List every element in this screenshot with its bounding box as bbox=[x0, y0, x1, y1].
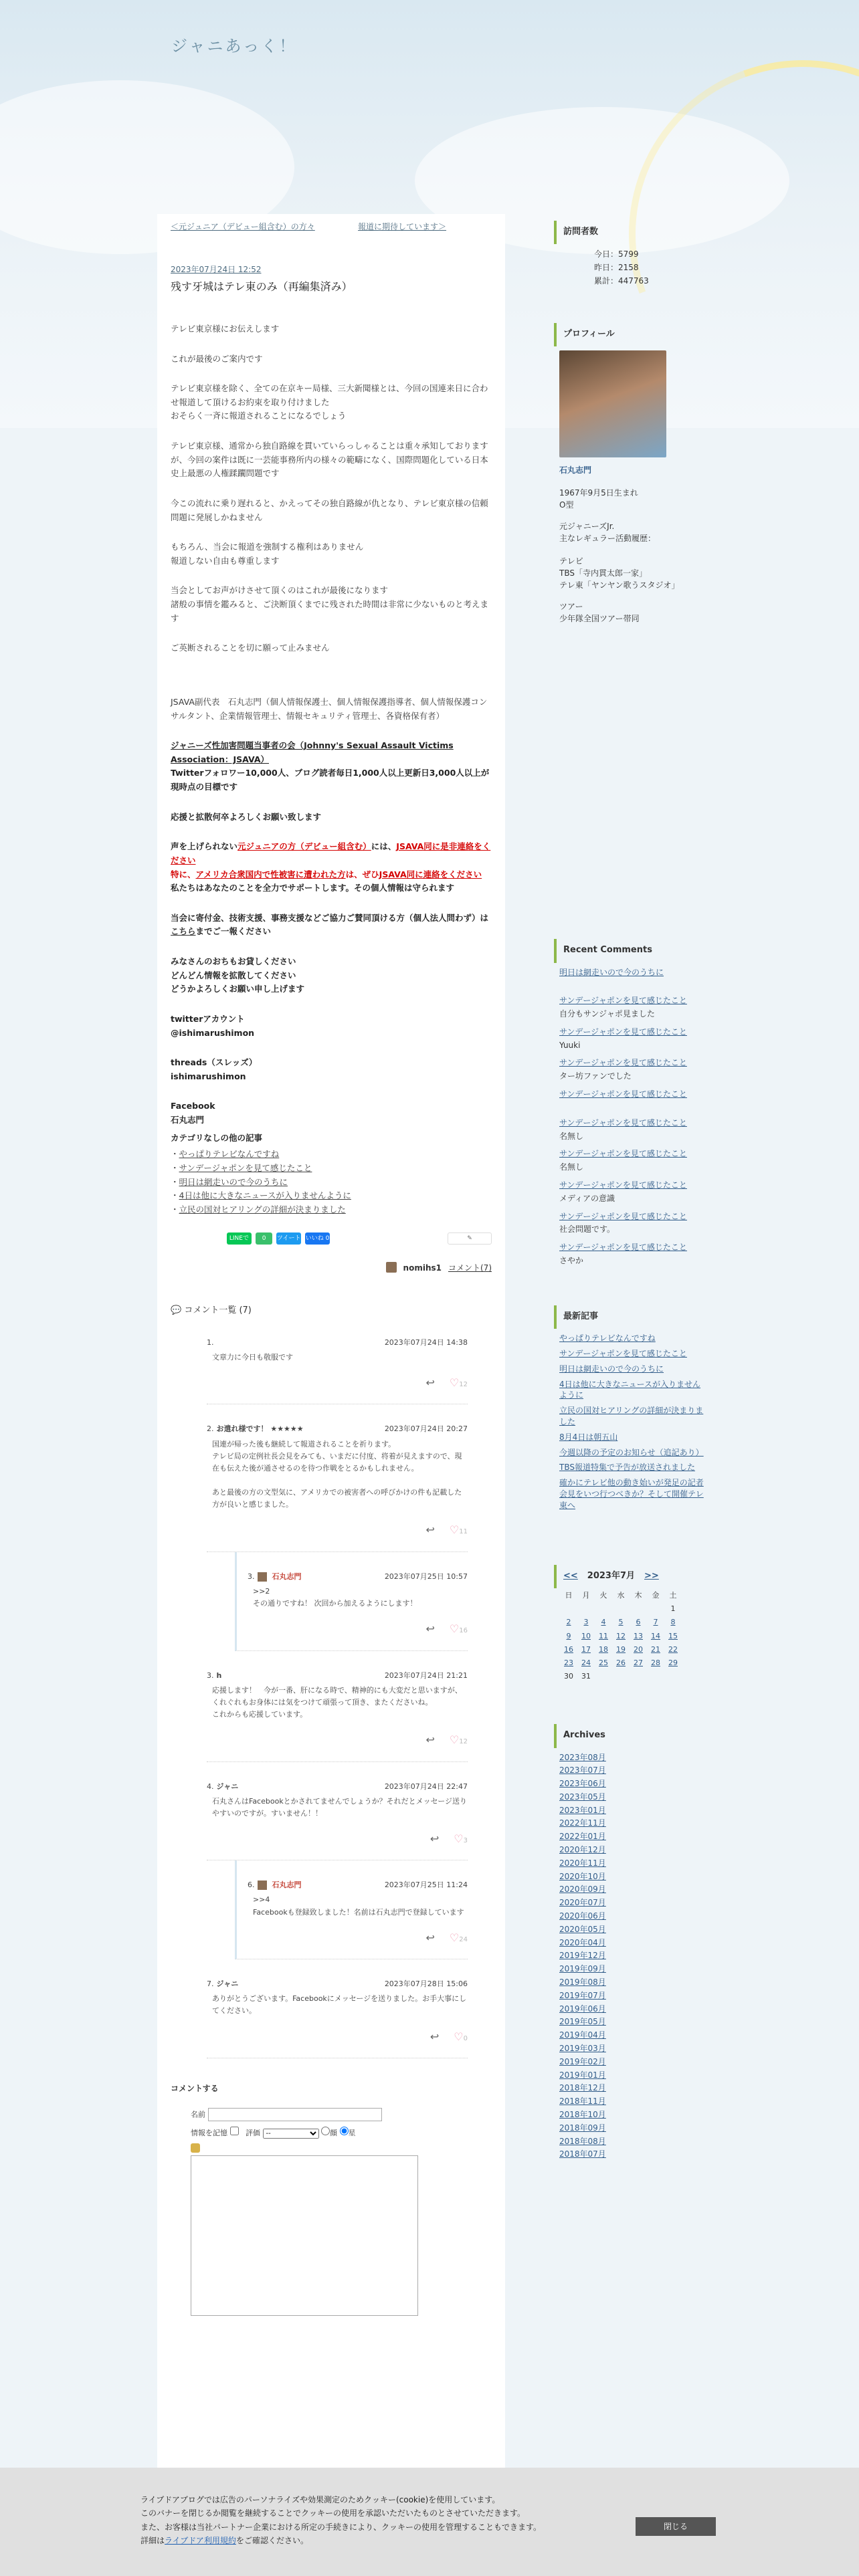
archive-link[interactable]: 2019年06月 bbox=[559, 2004, 606, 2014]
comment-like-button[interactable] bbox=[450, 1731, 468, 1749]
category-link[interactable]: やっぱりテレビなんですね bbox=[179, 1149, 280, 1160]
comment-number: 2. bbox=[207, 1424, 214, 1434]
comment-footer bbox=[248, 1929, 468, 1947]
recent-comment-author: メディアの意識 bbox=[559, 1193, 615, 1203]
comment-number: 3. bbox=[248, 1572, 255, 1581]
calendar-day[interactable]: 7 bbox=[653, 1618, 658, 1627]
calendar-day[interactable]: 24 bbox=[581, 1658, 591, 1667]
calendar-weekday: 土 bbox=[669, 1591, 677, 1600]
category-link[interactable]: 立民の国対ヒアリングの詳細が決まりました bbox=[179, 1204, 346, 1214]
comment-bubble-icon: 💬 bbox=[171, 1305, 182, 1316]
recent-comment-author: 自分もサンジャポ見ました bbox=[559, 1009, 655, 1019]
like-count: 24 bbox=[459, 1935, 468, 1943]
heart-icon: ♡ bbox=[449, 1523, 460, 1537]
comment-list bbox=[171, 1318, 492, 2058]
recent-comment-link[interactable]: サンデージャポンを見て感じたこと bbox=[559, 1058, 687, 1068]
archive-link[interactable]: 2019年07月 bbox=[559, 1990, 606, 2000]
calendar-day[interactable]: 27 bbox=[634, 1658, 643, 1667]
comment-author: h bbox=[216, 1671, 222, 1680]
recent-comments-widget bbox=[554, 939, 704, 1268]
archive-link[interactable]: 2023年05月 bbox=[559, 1792, 606, 1802]
comment-like-button[interactable] bbox=[450, 1929, 468, 1947]
cookie-close-button[interactable]: 閉じる bbox=[636, 2517, 716, 2536]
next-post-link[interactable]: 報道に期待しています＞ bbox=[358, 222, 447, 231]
recent-post-link[interactable]: 確かにテレビ他の動き始いが発足の記者会見をいつ行つべきか？そして開催テレ東へ bbox=[559, 1478, 704, 1510]
emoji-icon[interactable] bbox=[191, 2143, 200, 2153]
recent-post-link[interactable]: TBS報道特集で予告が放送されました bbox=[559, 1463, 695, 1473]
recent-post-link[interactable]: 4日は他に大きなニュースが入りませんように bbox=[559, 1379, 701, 1400]
comment-header bbox=[207, 1781, 468, 1793]
calendar-day: 1 bbox=[670, 1604, 676, 1614]
signature: JSAVA副代表 石丸志門（個人情報保護士、個人情報保護指導者、個人情報保護コンサルタント、企業情報管理士、情報セキュリティ管理士、各資格保有者） bbox=[171, 696, 488, 721]
comment-form-title: コメントする bbox=[171, 2083, 219, 2093]
archive-link[interactable]: 2022年11月 bbox=[559, 1818, 606, 1828]
calendar-day[interactable]: 11 bbox=[599, 1631, 608, 1640]
recent-comments-title: Recent Comments bbox=[554, 939, 704, 962]
comment-item bbox=[207, 1959, 468, 2058]
category-item: ・4日は他に大きなニュースが入りませんように bbox=[171, 1190, 351, 1201]
calendar-weekday: 水 bbox=[617, 1591, 625, 1600]
comment-text: ありがとうございます。Facebookにメッセージを送りました。お手大事にしてください。 bbox=[212, 1994, 467, 2016]
comment-date: 2023年07月25日 10:57 bbox=[384, 1572, 468, 1581]
category-list bbox=[171, 1148, 492, 1216]
comment-item bbox=[235, 1860, 468, 1959]
calendar-day[interactable]: 9 bbox=[566, 1631, 571, 1640]
comment-date: 2023年07月24日 20:27 bbox=[384, 1424, 468, 1434]
archive-link[interactable]: 2018年10月 bbox=[559, 2110, 606, 2120]
reply-icon[interactable]: ↩ bbox=[425, 1622, 435, 1636]
comment-item bbox=[207, 1404, 468, 1551]
jsava-stats: Twitterフォロワー10,000人、ブログ読者毎日1,000人以上更新日3,000人以上が現時点の目標です bbox=[171, 768, 490, 792]
comment-date: 2023年07月24日 14:38 bbox=[384, 1337, 468, 1347]
archive-link[interactable]: 2020年12月 bbox=[559, 1845, 606, 1855]
recent-comment-link[interactable]: サンデージャポンを見て感じたこと bbox=[559, 1243, 687, 1253]
former-junior-link[interactable]: 元ジュニアの方（デビュー組含む） bbox=[237, 841, 371, 852]
archive-link[interactable]: 2018年08月 bbox=[559, 2136, 606, 2146]
calendar-day[interactable]: 3 bbox=[583, 1618, 589, 1627]
comment-footer bbox=[248, 1620, 468, 1638]
recent-comment-link[interactable]: サンデージャポンを見て感じたこと bbox=[559, 1149, 687, 1159]
archive-link[interactable]: 2019年04月 bbox=[559, 2030, 606, 2040]
reply-icon[interactable]: ↩ bbox=[425, 1523, 435, 1537]
comment-footer bbox=[207, 1830, 468, 1848]
profile-birth: 1967年9月5日生まれ O型 bbox=[559, 488, 638, 510]
comment-author: 石丸志門 bbox=[272, 1572, 302, 1581]
post-paragraph: テレビ東京様を除く、全ての在京キー局様、三大新聞様とは、今回の国連来日に合わせ報道して頂けるお約束を取り付けました おそらく一斉に報道されることになるでしょう bbox=[171, 383, 488, 421]
recent-comment-link[interactable]: サンデージャポンを見て感じたこと bbox=[559, 1027, 687, 1037]
archive-link[interactable]: 2019年09月 bbox=[559, 1964, 606, 1974]
calendar-weekday: 月 bbox=[582, 1591, 590, 1600]
category-item: ・やっぱりテレビなんですね bbox=[171, 1149, 280, 1160]
line-share-button[interactable]: LINEで bbox=[227, 1232, 252, 1245]
recent-comment-author: 名無し bbox=[559, 1162, 584, 1172]
heart-icon: ♡ bbox=[449, 1733, 460, 1747]
calendar-day[interactable]: 28 bbox=[651, 1658, 660, 1667]
cookie-line: ライブドアブログでは広告のパーソナライズや効果測定のためクッキー(cookie)を使用しています。 bbox=[140, 2495, 500, 2504]
comment-like-button[interactable] bbox=[454, 2028, 468, 2046]
archive-link[interactable]: 2019年01月 bbox=[559, 2070, 606, 2080]
calendar-day[interactable]: 13 bbox=[634, 1631, 643, 1640]
cookie-line: また、お客様は当社パートナー企業における所定の手続きにより、クッキーの使用を管理することもできます。 bbox=[140, 2522, 542, 2532]
calendar-weekday: 金 bbox=[652, 1591, 660, 1600]
archives-widget bbox=[554, 1724, 704, 2160]
calendar-day[interactable]: 17 bbox=[581, 1644, 591, 1654]
post-paragraph: 当会としてお声がけさせて頂くのはこれが最後になります 諸般の事情を鑑みると、ご決断頂くまでに残された時間は非常に少ないものと考えます bbox=[171, 585, 489, 623]
comment-count-link[interactable]: コメント(7) bbox=[448, 1263, 492, 1273]
donation-text: 当会に寄付金、技術支援、事務支援などご協力ご賛同頂ける方（個人法人問わず）はこちらまでご一報ください bbox=[171, 912, 489, 937]
calendar-day[interactable]: 20 bbox=[634, 1644, 643, 1654]
comment-header bbox=[248, 1571, 468, 1583]
comment-author: お遣れ様です！ ★★★★★ bbox=[216, 1424, 304, 1434]
comment-footer bbox=[207, 2028, 468, 2046]
like-count: 3 bbox=[463, 1836, 468, 1844]
reply-icon[interactable]: ↩ bbox=[430, 1832, 440, 1845]
comment-number: 4. bbox=[207, 1782, 214, 1791]
comment-author: ジャニ bbox=[216, 1782, 239, 1791]
calendar-day: 30 bbox=[564, 1671, 573, 1681]
post-body bbox=[171, 322, 492, 1217]
heart-icon: ♡ bbox=[449, 1376, 460, 1389]
archive-link[interactable]: 2022年01月 bbox=[559, 1832, 606, 1842]
calendar-day[interactable]: 19 bbox=[616, 1644, 626, 1654]
visits-today: 今日：5799 bbox=[594, 249, 639, 259]
support-text: 応援と拡散何卒よろしくお願い致します bbox=[171, 811, 322, 822]
recent-comment-link[interactable]: サンデージャポンを見て感じたこと bbox=[559, 1180, 687, 1190]
calendar-day[interactable]: 10 bbox=[581, 1631, 591, 1640]
calendar-day: 31 bbox=[581, 1671, 591, 1681]
calendar-day[interactable]: 2 bbox=[566, 1618, 571, 1627]
calendar-day[interactable]: 12 bbox=[616, 1631, 626, 1640]
archive-link[interactable]: 2023年08月 bbox=[559, 1752, 606, 1762]
comment-date: 2023年07月28日 15:06 bbox=[384, 1979, 468, 1989]
like-count: 11 bbox=[459, 1528, 468, 1536]
sidebar bbox=[554, 214, 704, 2474]
recent-comment-author: ター坊ファンでした bbox=[559, 1071, 632, 1081]
comment-header bbox=[207, 1978, 468, 1990]
calendar-day[interactable]: 18 bbox=[599, 1644, 608, 1654]
comment-number: 7. bbox=[207, 1979, 214, 1989]
profile-name[interactable]: 石丸志門 bbox=[559, 465, 592, 475]
reply-icon[interactable]: ↩ bbox=[430, 2030, 440, 2043]
archive-link[interactable]: 2020年05月 bbox=[559, 1924, 606, 1934]
comment-footer bbox=[207, 1374, 468, 1392]
comment-header bbox=[207, 1423, 468, 1435]
profile-tv: テレビ TBS「寺内貫太郎一家」 テレ東「ヤンヤン歌うスタジオ」 bbox=[559, 556, 680, 591]
archive-link[interactable]: 2018年09月 bbox=[559, 2123, 606, 2133]
reply-icon[interactable]: ↩ bbox=[425, 1376, 435, 1389]
like-button[interactable]: いいね 0 bbox=[305, 1232, 330, 1245]
calendar-weekday: 木 bbox=[634, 1591, 642, 1600]
archive-link[interactable]: 2020年06月 bbox=[559, 1911, 606, 1921]
heart-icon: ♡ bbox=[449, 1622, 460, 1636]
recent-comment-link[interactable]: サンデージャポンを見て感じたこと bbox=[559, 1117, 687, 1128]
calendar-day[interactable]: 29 bbox=[668, 1658, 678, 1667]
heart-icon: ♡ bbox=[454, 1832, 464, 1845]
comment-item bbox=[207, 1762, 468, 1861]
recent-comment-author: 名無し bbox=[559, 1131, 584, 1141]
recent-comment-link[interactable]: サンデージャポンを見て感じたこと bbox=[559, 1211, 687, 1221]
calendar-day[interactable]: 15 bbox=[668, 1631, 678, 1640]
calendar-day[interactable]: 23 bbox=[564, 1658, 573, 1667]
calendar-day[interactable]: 4 bbox=[601, 1618, 606, 1627]
archive-link[interactable]: 2018年11月 bbox=[559, 2097, 606, 2107]
visits-title: 訪問者数 bbox=[554, 221, 704, 244]
recent-comment-author bbox=[559, 1101, 704, 1112]
profile-photo bbox=[559, 350, 666, 457]
profile-widget bbox=[554, 323, 704, 625]
comments-heading: 💬 コメント一覧 (7) bbox=[171, 1305, 252, 1316]
call-to-us-victims: 特に、アメリカ合衆国内で性被害に遭われた方は、ぜひJSAVA同に連絡をください bbox=[171, 869, 482, 879]
like-count: 16 bbox=[459, 1627, 468, 1635]
calendar-weekday: 火 bbox=[599, 1591, 607, 1600]
comment-header bbox=[207, 1337, 468, 1349]
like-count: 0 bbox=[463, 2034, 468, 2042]
archive-link[interactable]: 2023年07月 bbox=[559, 1765, 606, 1776]
calendar-day[interactable]: 5 bbox=[618, 1618, 624, 1627]
share-bar bbox=[227, 1232, 492, 1254]
recent-comment-author: Yuuki bbox=[559, 1040, 581, 1050]
jsava-name: ジャニーズ性加害問題当事者の会（Johnny's Sexual Assault Victims Association：JSAVA） bbox=[171, 740, 454, 764]
comment-footer bbox=[207, 1521, 468, 1539]
recent-comment-link[interactable]: 明日は網走いので今のうちに bbox=[559, 967, 664, 977]
visits-yesterday: 昨日：2158 bbox=[594, 263, 639, 273]
calendar-day[interactable]: 14 bbox=[651, 1631, 660, 1640]
author-avatar bbox=[386, 1262, 397, 1273]
comment-like-button[interactable] bbox=[450, 1620, 468, 1638]
calendar-title: 2023年7月 bbox=[587, 1570, 636, 1581]
archive-link[interactable]: 2020年09月 bbox=[559, 1885, 606, 1895]
post-paragraph: ご英断されることを切に願って止みません bbox=[171, 643, 330, 653]
face-radio[interactable] bbox=[321, 2127, 330, 2135]
archive-link[interactable]: 2020年07月 bbox=[559, 1898, 606, 1908]
comment-number: 3. bbox=[207, 1671, 214, 1680]
archive-link[interactable]: 2019年03月 bbox=[559, 2044, 606, 2054]
comment-text: 国連が帰った後も継続して報道されることを祈ります。 テレビ局の定例社長会見をみても、いまだに付度、将着が見えますので、現在も伝えた後が通させるのを待つ作戦をとるかもしれません。 あと最後の方の文型気に、アメリカでの被害者への呼びかけの件も記載した方が良いと感じました。 bbox=[212, 1439, 462, 1509]
threads-account: threads（スレッズ） ishimarushimon bbox=[171, 1057, 258, 1081]
terms-link[interactable]: ライブドア利用規約 bbox=[165, 2536, 236, 2546]
comment-date: 2023年07月25日 11:24 bbox=[384, 1881, 468, 1890]
comment-author: 石丸志門 bbox=[272, 1881, 302, 1890]
profile-tour: ツアー 少年隊全国ツアー帯同 bbox=[559, 602, 640, 624]
comment-text: 応援します！ 今が一番、肝になる時で、精神的にも大変だと思いますが、くれぐれもお身体には気をつけて頑張って頂き、またくださいね。 これからも応援しています。 bbox=[212, 1685, 462, 1719]
recent-posts-title: 最新記事 bbox=[554, 1305, 704, 1329]
post-paragraph: もちろん、当会に報道を強制する権利はありません 報道しない自由も尊重します bbox=[171, 542, 364, 566]
archive-link[interactable]: 2018年07月 bbox=[559, 2149, 606, 2159]
comment-item bbox=[207, 1318, 468, 1405]
heart-icon: ♡ bbox=[454, 2030, 464, 2043]
calendar-day[interactable]: 16 bbox=[564, 1644, 573, 1654]
calendar-day[interactable]: 26 bbox=[616, 1658, 626, 1667]
star-radio[interactable] bbox=[340, 2127, 349, 2135]
post-date[interactable]: 2023年07月24日 12:52 bbox=[171, 264, 262, 274]
heart-icon: ♡ bbox=[449, 1931, 460, 1944]
like-count: 12 bbox=[459, 1738, 468, 1746]
favorite-count[interactable]: ✎ 1,084 bbox=[448, 1232, 492, 1245]
category-link[interactable]: 4日は他に大きなニュースが入りませんように bbox=[179, 1190, 351, 1201]
archive-link[interactable]: 2020年11月 bbox=[559, 1858, 606, 1868]
hatena-button[interactable]: 0 bbox=[256, 1232, 272, 1245]
category-item: ・サンデージャポンを見て感じたこと bbox=[171, 1162, 312, 1173]
comment-like-button[interactable] bbox=[454, 1830, 468, 1848]
cookie-line: このバナーを閉じるか閲覧を継続することでクッキーの使用を承認いただいたものとさせていただきます。 bbox=[140, 2508, 526, 2518]
reply-icon[interactable]: ↩ bbox=[425, 1733, 435, 1747]
comment-text: 石丸さんはFacebookとかされてませんでしょうか？それだとメッセージ送りやすいのですが。すいません！！ bbox=[212, 1796, 468, 1818]
post-paragraph: テレビ東京様にお伝えします bbox=[171, 323, 280, 334]
archive-link[interactable]: 2023年01月 bbox=[559, 1805, 606, 1815]
like-count: 12 bbox=[459, 1381, 468, 1388]
calendar-day[interactable]: 8 bbox=[670, 1618, 676, 1627]
archive-link[interactable]: 2023年06月 bbox=[559, 1779, 606, 1789]
recent-post-link[interactable]: サンデージャポンを見て感じたこと bbox=[559, 1349, 687, 1359]
archive-link[interactable]: 2019年12月 bbox=[559, 1951, 606, 1961]
comment-item bbox=[207, 1651, 468, 1762]
calendar-day[interactable]: 6 bbox=[636, 1618, 641, 1627]
rating-select[interactable] bbox=[263, 2129, 319, 2139]
comment-date: 2023年07月24日 22:47 bbox=[384, 1782, 468, 1791]
comment-date: 2023年07月24日 21:21 bbox=[384, 1671, 468, 1680]
archive-link[interactable]: 2020年10月 bbox=[559, 1871, 606, 1881]
category-link[interactable]: 明日は網走いので今のうちに bbox=[179, 1176, 288, 1187]
recent-comment-link[interactable]: サンデージャポンを見て感じたこと bbox=[559, 1089, 687, 1099]
post-title: 残す牙城はテレ東のみ（再編集済み） bbox=[171, 280, 353, 293]
comment-header bbox=[248, 1879, 468, 1891]
author-name[interactable]: nomihs1 bbox=[403, 1263, 442, 1273]
recent-comment-link[interactable]: サンデージャポンを見て感じたこと bbox=[559, 996, 687, 1006]
recent-comment-author: さやか bbox=[559, 1256, 584, 1266]
twitter-account: twitterアカウント @ishimarushimon bbox=[171, 1013, 255, 1038]
name-input[interactable] bbox=[208, 2108, 382, 2121]
recent-post-link[interactable]: やっぱりテレビなんですね bbox=[559, 1333, 656, 1344]
visits-widget bbox=[554, 221, 704, 288]
author-row bbox=[171, 1262, 492, 1275]
recent-comment-author: 社会問題です。 bbox=[559, 1224, 615, 1235]
category-link[interactable]: サンデージャポンを見て感じたこと bbox=[179, 1162, 312, 1173]
archive-link[interactable]: 2018年12月 bbox=[559, 2083, 606, 2093]
prev-post-link[interactable]: ＜元ジュニア（デビュー組含む）の方々 bbox=[171, 222, 315, 231]
category-item: ・立民の国対ヒアリングの詳細が決まりました bbox=[171, 1204, 346, 1214]
recent-comment-author bbox=[559, 979, 704, 990]
calendar-weekday: 日 bbox=[565, 1591, 573, 1600]
visits-total: 累計：447763 bbox=[594, 276, 649, 286]
facebook-account: Facebook 石丸志門 bbox=[171, 1101, 215, 1125]
reply-icon[interactable]: ↩ bbox=[425, 1931, 435, 1944]
profile-career: 元ジャニーズJr. 主なレギュラー活動履歴： bbox=[559, 522, 656, 544]
calendar-widget bbox=[554, 1565, 704, 1684]
calendar-table bbox=[559, 1588, 682, 1684]
recent-post-link[interactable]: 今週以降の予定のお知らせ（追記あり） bbox=[559, 1447, 704, 1457]
calendar-prev-link[interactable]: << bbox=[563, 1570, 578, 1581]
cookie-banner bbox=[0, 2468, 859, 2576]
donation-link[interactable]: こちら bbox=[171, 926, 196, 937]
comment-author: ジャニ bbox=[216, 1979, 239, 1989]
cookie-line: 詳細はライブドア利用規約をご確認ください。 bbox=[140, 2536, 308, 2546]
article-column bbox=[157, 214, 505, 2474]
post-paragraph: これが最後のご案内です bbox=[171, 353, 263, 364]
comment-header bbox=[207, 1670, 468, 1682]
archives-title: Archives bbox=[554, 1724, 704, 1747]
comment-text: >>4 Facebookも登録致しました！名前は石丸志門で登録しています bbox=[253, 1895, 464, 1917]
comment-item bbox=[235, 1552, 468, 1651]
comment-form: 名前 情報を記憶 評価 -- 顔 星 bbox=[191, 2108, 492, 2320]
profile-title: プロフィール bbox=[554, 323, 704, 346]
support-promise: 私たちはあなたのことを全力でサポートします。その個人情報は守られます bbox=[171, 883, 455, 893]
call-to-victims: 声を上げられない元ジュニアの方（デビュー組含む）には、JSAVA同に是非連絡をください bbox=[171, 841, 491, 865]
comment-like-button[interactable] bbox=[450, 1374, 468, 1392]
author-avatar bbox=[258, 1881, 267, 1890]
recent-post-link[interactable]: 8月4日は朝五山 bbox=[559, 1432, 618, 1442]
closing-text: みなさんのおちもお貸しください どんどん情報を拡散してください どうかよろしくお願い申し上げます bbox=[171, 956, 305, 994]
site-title[interactable]: ジャニあっく！ bbox=[171, 37, 298, 56]
calendar-next-link[interactable]: >> bbox=[644, 1570, 659, 1581]
calendar-day[interactable]: 21 bbox=[651, 1644, 660, 1654]
recent-post-link[interactable]: 明日は網走いので今のうちに bbox=[559, 1364, 664, 1374]
author-avatar bbox=[258, 1572, 267, 1582]
comment-text: >>2 その通りですね！ 次回から加えるようにします！ bbox=[253, 1586, 417, 1608]
post-paragraph: テレビ東京様、通常から独自路線を貫いていらっしゃることは重々承知しておりますが、今回の案件は既に一芸能事務所内の様々の範疇になく、国際問題化している日本史上最悪の人権蹂躙問題です bbox=[171, 441, 488, 479]
remember-checkbox[interactable] bbox=[230, 2127, 239, 2135]
archive-link[interactable]: 2019年08月 bbox=[559, 1977, 606, 1988]
comment-textarea[interactable] bbox=[191, 2155, 418, 2316]
archive-link[interactable]: 2019年05月 bbox=[559, 2017, 606, 2027]
recent-posts-widget bbox=[554, 1305, 704, 1511]
comment-number: 1. bbox=[207, 1337, 214, 1347]
comment-number: 6. bbox=[248, 1881, 255, 1890]
archive-link[interactable]: 2019年02月 bbox=[559, 2056, 606, 2066]
comment-text: 文章力に今日も敬服です bbox=[212, 1352, 293, 1362]
calendar-day[interactable]: 25 bbox=[599, 1658, 608, 1667]
recent-post-link[interactable]: 立民の国対ヒアリングの詳細が決まりました bbox=[559, 1406, 704, 1427]
category-item: ・明日は網走いので今のうちに bbox=[171, 1176, 288, 1187]
calendar-day[interactable]: 22 bbox=[668, 1644, 678, 1654]
comment-footer bbox=[207, 1731, 468, 1749]
archive-link[interactable]: 2020年04月 bbox=[559, 1937, 606, 1947]
comment-like-button[interactable] bbox=[450, 1521, 468, 1539]
post-paragraph: 今この流れに乗り遅れると、かえってその独自路線が仇となり、テレビ東京様の信頼問題に発展しかねません bbox=[171, 498, 488, 522]
tweet-button[interactable]: ツイート bbox=[276, 1232, 301, 1245]
category-title: カテゴリなしの他の記事 bbox=[171, 1132, 263, 1143]
post-pager bbox=[171, 214, 492, 234]
